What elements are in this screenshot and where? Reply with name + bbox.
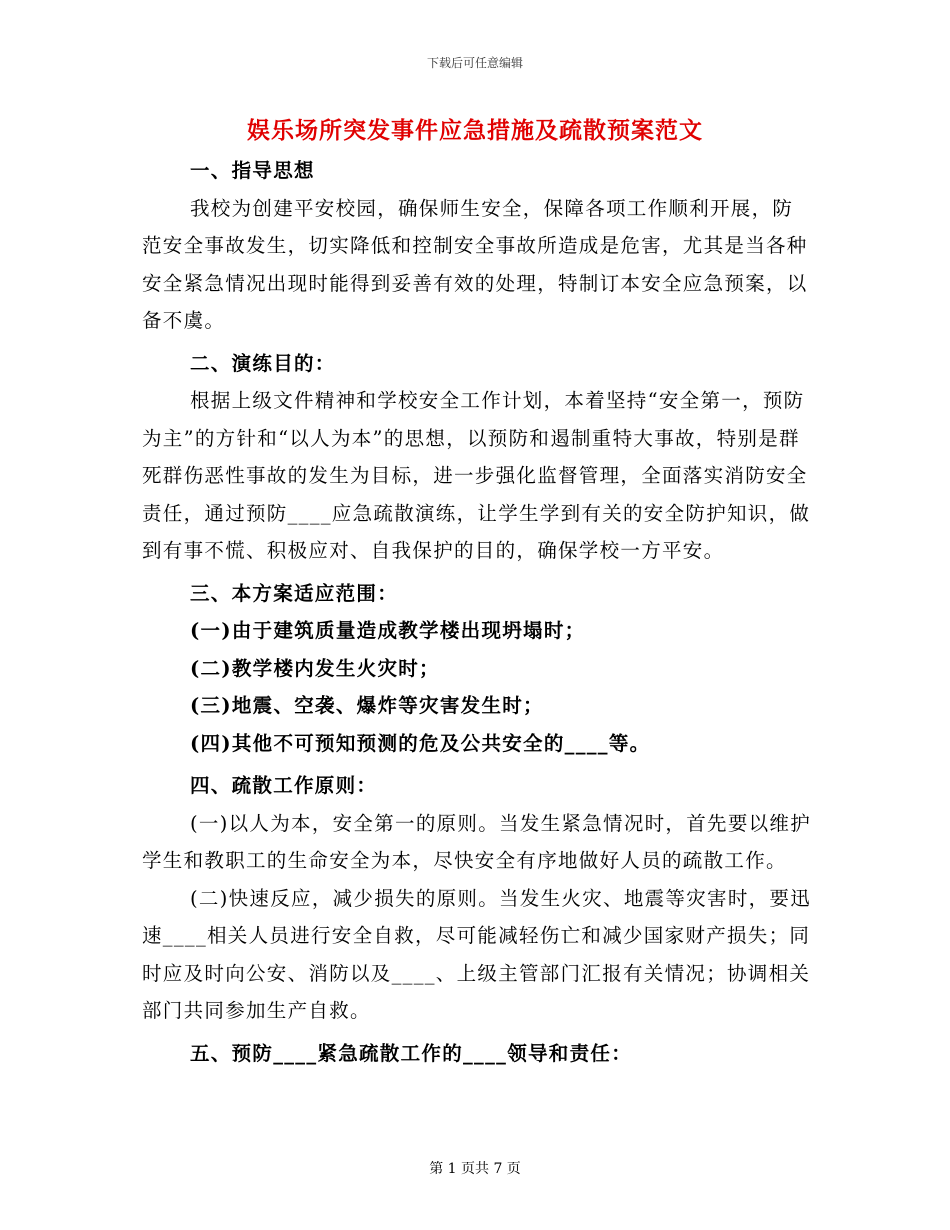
paragraph: 根据上级文件精神和学校安全工作计划，本着坚持“安全第一，预防为主”的方针和“以人为本”的思想，以预防和遏制重特大事故，特别是群死群伤恶性事故的发生为目标，进一步强化监督管理，全面落实消防安全责任，通过预防____应急疏散演练，让学生学到有关的安全防护知识，做到有事不慌、积极应对、自我保护的目的，确保学校一方平安。 bbox=[142, 389, 811, 562]
paragraph: 我校为创建平安校园，确保师生安全，保障各项工作顺利开展，防范安全事故发生，切实降低和控制安全事故所造成是危害，尤其是当各种安全紧急情况出现时能得到妥善有效的处理，特制订本安全应急预案，以备不虞。 bbox=[142, 196, 808, 332]
paragraph: (二)快速反应，减少损失的原则。当发生火灾、地震等灾害时，要迅速____相关人员进行安全自救，尽可能减轻伤亡和减少国家财产损失；同时应及时向公安、消防以及____、上级主管部门汇报有关情况；协调相关部门共同参加生产自救。 bbox=[142, 886, 812, 1022]
list-item: (三)地震、空袭、爆炸等灾害发生时； bbox=[190, 694, 544, 717]
paragraph: (一)以人为本，安全第一的原则。当发生紧急情况时，首先要以维护学生和教职工的生命安全为本，尽快安全有序地做好人员的疏散工作。 bbox=[142, 811, 812, 872]
section-heading: 五、预防____紧急疏散工作的____领导和责任： bbox=[190, 1041, 632, 1065]
list-item: (二)教学楼内发生火灾时； bbox=[190, 656, 440, 680]
section-heading: 一、指导思想 bbox=[190, 159, 315, 182]
section-heading: 二、演练目的： bbox=[190, 351, 336, 375]
list-item: (四)其他不可预知预测的危及公共安全的____等。 bbox=[190, 731, 651, 755]
list-item: (一)由于建筑质量造成教学楼出现坍塌时； bbox=[190, 619, 586, 642]
section-heading: 四、疏散工作原则： bbox=[190, 774, 378, 797]
document-body bbox=[142, 152, 812, 1072]
document-title: 娱乐场所突发事件应急措施及疏散预案范文 bbox=[247, 117, 703, 144]
section-heading: 三、本方案适应范围： bbox=[190, 581, 399, 605]
page-footer: 第 1 页共 7 页 bbox=[429, 1161, 521, 1177]
header-note: 下载后可任意编辑 bbox=[426, 56, 523, 70]
